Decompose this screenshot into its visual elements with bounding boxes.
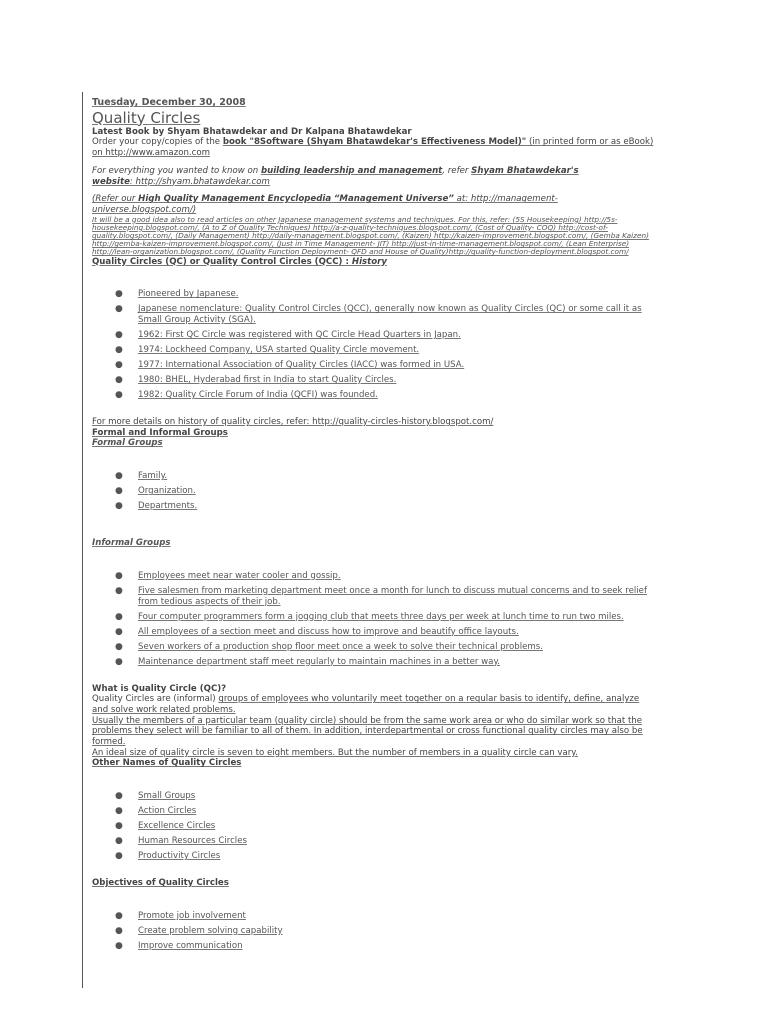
bullet-icon: ● — [115, 925, 123, 936]
list-item: ● 1962: First QC Circle was registered with QC Circle Head Quarters in Japan. — [115, 330, 461, 341]
other-names-list — [92, 791, 658, 862]
bullet-icon: ● — [115, 360, 123, 371]
order-line — [92, 137, 658, 148]
articles-note[interactable]: It will be a good idea also to read articles on other Japanese management systems and techniques. For this, refer: (5S Housekeeping) http://5s-housekeeping.blogspot.com/, (A to Z of Quality Techniques) http://a-z-quality-techniques.blogspot.com/, (Cost of Quality- COQ) http://cost-of-quality.blogspot.com/, (Daily Management) http://daily-management.blogspot.com/, (Kaizen) http://kaizen-improvement.blogspot.com/, (Gemba Kaizen) http://gemba-kaizen-improvement.blogspot.com/, (Just in Time Management- JIT) http://just-in-time-management.blogspot.com/, (Lean Enterprise) http://lean-organization.blogspot.com/, (Quality Function Deployment- QFD and House of Quality)http://quality-function-deployment.blogspot.com/ — [92, 214, 649, 257]
bullet-icon: ● — [115, 471, 123, 482]
list-item: ● Japanese nomenclature: Quality Control Circles (QCC), generally now known as Quality Circles (QC) or some call it as Small Group Activity (SGA). — [115, 304, 642, 326]
what-is-p1-prefix: Quality Circles are (informal) — [92, 694, 219, 705]
what-is-paragraph-3: An ideal size of quality circle is seven to eight members. But the number of members in a quality circle can vary. — [92, 747, 578, 758]
list-item: ● Improve communication — [115, 940, 243, 951]
list-item: ● Small Groups — [115, 791, 196, 802]
bullet-icon: ● — [115, 289, 123, 300]
order-suffix: (in printed form or as eBook) — [526, 137, 654, 148]
list-item: ● Departments. — [115, 501, 198, 512]
list-item: ● 1974: Lockheed Company, USA started Quality Circle movement. — [115, 345, 420, 356]
objectives-heading: Objectives of Quality Circles — [92, 878, 229, 889]
informal-groups-list — [92, 571, 658, 667]
leadership-author[interactable]: Shyam Bhatawdekar's — [471, 165, 579, 176]
bullet-icon: ● — [115, 910, 123, 921]
leadership-line — [92, 166, 658, 177]
post-title[interactable]: Quality Circles — [92, 108, 201, 127]
bullet-icon: ● — [115, 304, 123, 315]
what-is-paragraph-1 — [92, 694, 658, 715]
objectives-list — [92, 911, 658, 952]
bullet-icon: ● — [115, 851, 123, 862]
refer-encyclopedia[interactable]: High Quality Management Encyclopedia — [138, 194, 332, 205]
bullet-icon: ● — [115, 836, 123, 847]
blog-post — [92, 98, 658, 956]
list-item: ● Maintenance department staff meet regularly to maintain machines in a better way. — [115, 656, 501, 667]
bullet-icon: ● — [115, 791, 123, 802]
list-item: ● 1977: International Association of Quality Circles (IACC) was formed in USA. — [115, 360, 465, 371]
history-heading-ital: History — [351, 256, 387, 267]
leadership-prefix: For everything you wanted to know on — [92, 165, 261, 176]
leadership-mid: , refer — [442, 165, 472, 176]
list-item: ● Organization. — [115, 486, 196, 497]
leadership-topic[interactable]: building leadership and management — [260, 165, 443, 176]
list-item: ● Human Resources Circles — [115, 836, 247, 847]
bullet-icon: ● — [115, 626, 123, 637]
list-item: ● Employees meet near water cooler and gossip. — [115, 570, 341, 581]
post-date: Tuesday, December 30, 2008 — [92, 97, 246, 108]
bullet-icon: ● — [115, 570, 123, 581]
leadership-website-label[interactable]: website — [92, 176, 130, 187]
amazon-link[interactable]: on http://www.amazon.com — [92, 148, 210, 159]
bullet-icon: ● — [115, 585, 123, 596]
list-item: ● Four computer programmers form a jogging club that meets three days per week at lunch time to run two miles. — [115, 611, 624, 622]
formal-groups-list — [92, 471, 658, 512]
leadership-website-url[interactable]: : http://shyam.bhatawdekar.com — [129, 176, 270, 187]
encyclopedia-line — [92, 194, 658, 215]
formal-informal-heading: Formal and Informal Groups — [92, 427, 228, 438]
what-is-heading: What is Quality Circle (QC)? — [92, 683, 227, 694]
bullet-icon: ● — [115, 656, 123, 667]
list-item: ● Seven workers of a production shop floor meet once a week to solve their technical problems. — [115, 641, 543, 652]
list-item: ● Excellence Circles — [115, 821, 216, 832]
leadership-site-line — [92, 177, 658, 188]
bullet-icon: ● — [115, 390, 123, 401]
what-is-p1-rest: groups of employees who voluntarily meet together on a regular basis to identify, define, analyze and solve work related problems. — [92, 694, 640, 715]
bullet-icon: ● — [115, 806, 123, 817]
list-item: ● Family. — [115, 471, 168, 482]
left-margin-rule — [82, 92, 83, 988]
refer-management-universe[interactable]: “Management Universe” — [333, 194, 454, 205]
bullet-icon: ● — [115, 940, 123, 951]
history-heading — [92, 257, 658, 268]
list-item: ● 1980: BHEL, Hyderabad first in India to start Quality Circles. — [115, 375, 397, 386]
history-heading-text: Quality Circles (QC) or Quality Control Circles (QCC) : — [92, 256, 352, 267]
history-list — [92, 289, 658, 400]
bullet-icon: ● — [115, 611, 123, 622]
what-is-paragraph-2: Usually the members of a particular team (quality circle) should be from the same work area or who do similar work so that the problems they select will be familiar to all of them. In addition, interdepartmental or cross functional quality circles may also be formed. — [92, 715, 643, 748]
formal-groups-heading: Formal Groups — [92, 438, 163, 449]
latest-book-line: Latest Book by Shyam Bhatawdekar and Dr Kalpana Bhatawdekar — [92, 126, 412, 137]
bullet-icon: ● — [115, 501, 123, 512]
informal-groups-heading: Informal Groups — [92, 538, 171, 549]
bullet-icon: ● — [115, 375, 123, 386]
bullet-icon: ● — [115, 486, 123, 497]
refer-url[interactable]: at: http://management-universe.blogspot.com/) — [92, 194, 558, 215]
history-more-link[interactable]: For more details on history of quality circles, refer: http://quality-circles-history.blogspot.com/ — [92, 417, 494, 428]
list-item: ● Five salesmen from marketing department meet once a month for lunch to discuss mutual concerns and to seek relief from tedious aspects of their job. — [115, 585, 647, 607]
list-item: ● Promote job involvement — [115, 910, 246, 921]
list-item: ● Productivity Circles — [115, 851, 221, 862]
list-item: ● 1982: Quality Circle Forum of India (QCFI) was founded. — [115, 390, 378, 401]
list-item: ● Create problem solving capability — [115, 925, 283, 936]
other-names-heading: Other Names of Quality Circles — [92, 758, 242, 769]
list-item: ● Action Circles — [115, 806, 197, 817]
bullet-icon: ● — [115, 821, 123, 832]
bullet-icon: ● — [115, 345, 123, 356]
bullet-icon: ● — [115, 330, 123, 341]
list-item: ● Pioneered by Japanese. — [115, 289, 239, 300]
order-prefix: Order your copy/copies of the — [92, 137, 223, 148]
refer-prefix: (Refer our — [92, 194, 139, 205]
list-item: ● All employees of a section meet and discuss how to improve and beautify office layouts. — [115, 626, 519, 637]
order-book-link[interactable]: book "8Software (Shyam Bhatawdekar's Effectiveness Model)" — [222, 137, 527, 148]
bullet-icon: ● — [115, 641, 123, 652]
